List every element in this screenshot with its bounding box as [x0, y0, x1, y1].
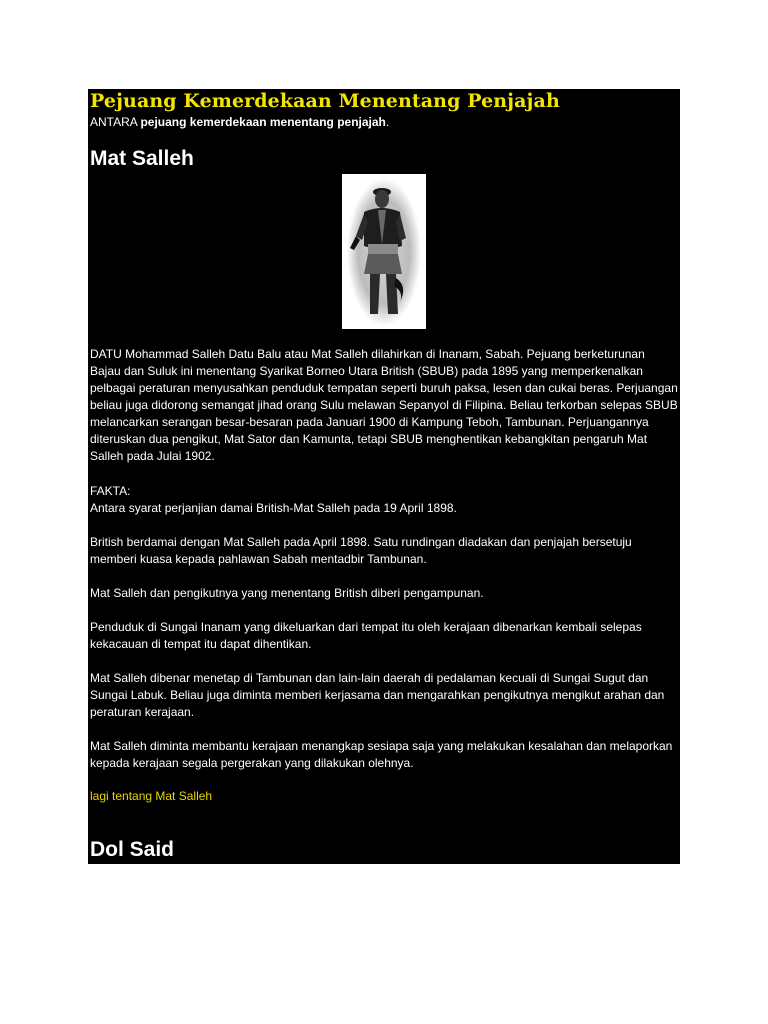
- fact-paragraph: Mat Salleh diminta membantu kerajaan menangkap sesiapa saja yang melakukan kesalahan dan melaporkan kepada kerajaan segala pergerakan yang dilakukan olehnya.: [90, 739, 673, 770]
- page-title: Pejuang Kemerdekaan Menentang Penjajah: [90, 90, 560, 112]
- subtitle-suffix: .: [385, 115, 390, 129]
- article-panel: [88, 89, 680, 864]
- more-about-mat-salleh-link[interactable]: lagi tentang Mat Salleh: [90, 789, 213, 803]
- portrait-image: [342, 174, 426, 329]
- subtitle-prefix: ANTARA: [90, 115, 138, 129]
- section-heading-dol-said: Dol Said: [90, 838, 175, 861]
- fact-paragraph: Penduduk di Sungai Inanam yang dikeluarkan dari tempat itu oleh kerajaan dibenarkan kembali selepas kekacauan di tempat itu dapat dihentikan.: [90, 620, 642, 651]
- fact-paragraph: Mat Salleh dibenar menetap di Tambunan dan lain-lain daerah di pedalaman kecuali di Sungai Sugut dan Sungai Labuk. Beliau juga diminta memberi kerjasama dan mengarahkan pengikutnya mengikut arahan dan peraturan kerajaan.: [90, 671, 665, 719]
- subtitle-highlight: pejuang kemerdekaan menentang penjajah: [140, 115, 386, 129]
- portrait-drawing: [342, 174, 426, 329]
- fact-paragraph: Mat Salleh dan pengikutnya yang menentang British diberi pengampunan.: [90, 586, 484, 600]
- fact-paragraph: British berdamai dengan Mat Salleh pada April 1898. Satu rundingan diadakan dan penjajah bersetuju memberi kuasa kepada pahlawan Sabah mentadbir Tambunan.: [90, 535, 632, 566]
- fakta-lead: Antara syarat perjanjian damai British-Mat Salleh pada 19 April 1898.: [90, 501, 457, 515]
- intro-paragraph: DATU Mohammad Salleh Datu Balu atau Mat Salleh dilahirkan di Inanam, Sabah. Pejuang berketurunan Bajau dan Suluk ini menentang Syarikat Borneo Utara British (SBUB) pada 1895 yang memperkenalkan pelbagai peraturan menyusahkan penduduk tempatan seperti buruh paksa, lesen dan cukai beras. Perjuangan beliau juga didorong semangat jihad orang Sulu melawan Sepanyol di Filipina. Beliau terkorban selepas SBUB melancarkan serangan besar-besaran pada Januari 1900 di Kampung Teboh, Tambunan. Perjuangannya diteruskan dua pengikut, Mat Sator dan Kamunta, tetapi SBUB menghentikan kebangkitan pengaruh Mat Salleh pada Julai 1902.: [90, 347, 678, 463]
- subtitle: [90, 115, 389, 129]
- section-heading-mat-salleh: Mat Salleh: [90, 147, 194, 170]
- fakta-label: FAKTA:: [90, 484, 131, 498]
